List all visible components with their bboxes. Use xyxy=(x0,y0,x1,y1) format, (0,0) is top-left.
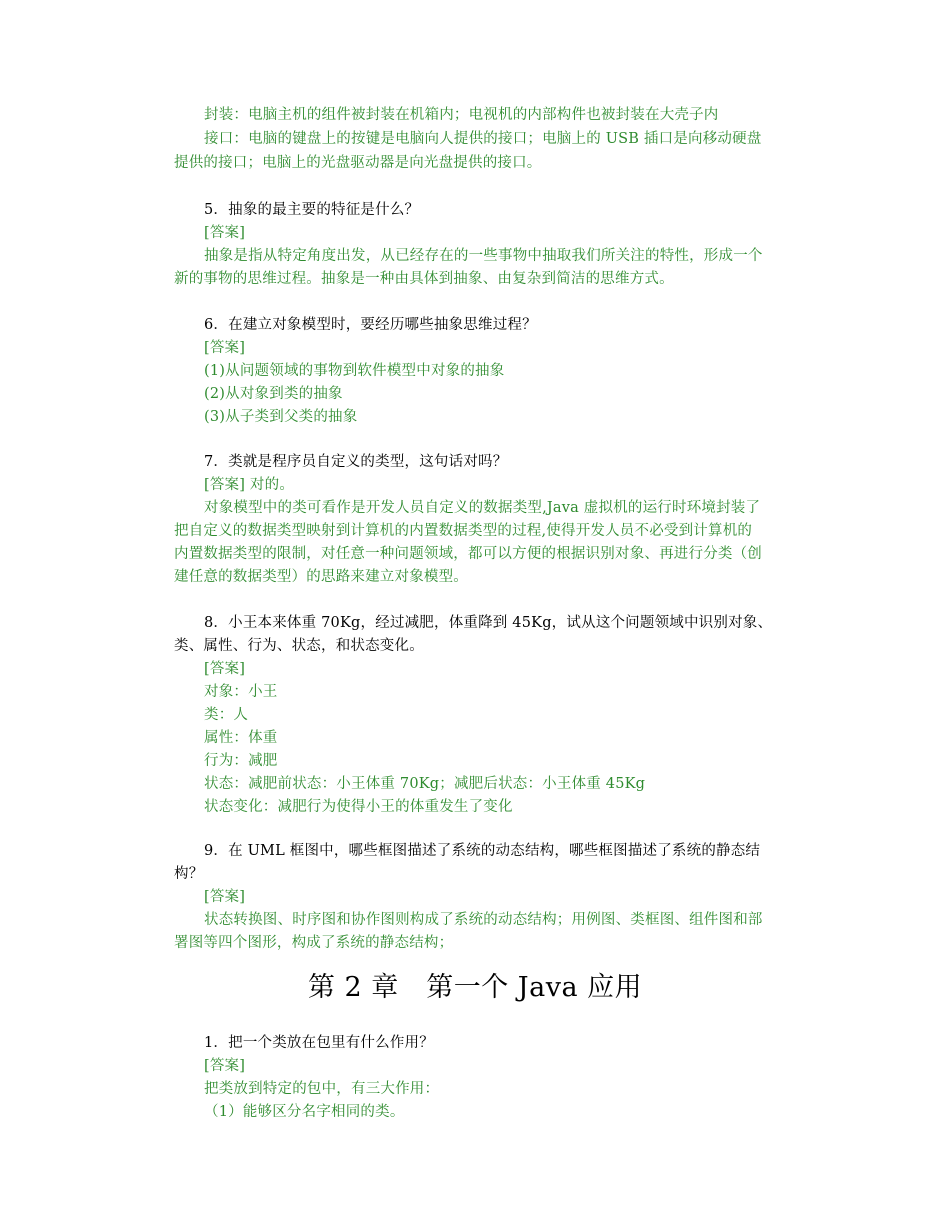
q8-answer-line-4: 行为：减肥 xyxy=(204,753,278,769)
q6-answer-tag: [答案] xyxy=(204,340,246,356)
c2q1-answer-tag: [答案] xyxy=(204,1058,246,1074)
chapter-title: 第 2 章 第一个 Java 应用 xyxy=(307,972,643,1003)
q8-question-line-2: 类、属性、行为、状态，和状态变化。 xyxy=(174,638,424,654)
q8-answer-line-6: 状态变化：减肥行为使得小王的体重发生了变化 xyxy=(204,799,513,815)
q7-answer-line-4: 建任意的数据类型）的思路来建立对象模型。 xyxy=(174,569,468,585)
q9-answer-line-2: 署图等四个图形，构成了系统的静态结构； xyxy=(174,935,454,951)
q9-question-line-1: 9．在 UML 框图中，哪些框图描述了系统的动态结构，哪些框图描述了系统的静态结 xyxy=(204,843,761,859)
q5-answer-line-1: 抽象是指从特定角度出发，从已经存在的一些事物中抽取我们所关注的特性，形成一个 xyxy=(204,248,763,264)
q9-answer-line-1: 状态转换图、时序图和协作图则构成了系统的动态结构；用例图、类框图、组件图和部 xyxy=(204,912,763,928)
q6-question: 6．在建立对象模型时，要经历哪些抽象思维过程？ xyxy=(204,317,537,333)
c2q1-question: 1．把一个类放在包里有什么作用？ xyxy=(204,1035,434,1051)
q9-answer-tag: [答案] xyxy=(204,889,246,905)
q8-answer-line-1: 对象：小王 xyxy=(204,684,278,700)
q5-question: 5．抽象的最主要的特征是什么？ xyxy=(204,202,420,218)
q8-answer-line-2: 类：人 xyxy=(204,707,249,723)
intro-line-2: 接口：电脑的键盘上的按键是电脑向人提供的接口；电脑上的 USB 插口是向移动硬盘 xyxy=(204,131,762,147)
q9-question-line-2: 构？ xyxy=(174,866,204,882)
q6-answer-line-3: (3)从子类到父类的抽象 xyxy=(204,409,358,425)
q8-answer-line-3: 属性：体重 xyxy=(204,730,278,746)
q8-answer-line-5: 状态：减肥前状态：小王体重 70Kg；减肥后状态：小王体重 45Kg xyxy=(204,776,646,792)
intro-line-1: 封装：电脑主机的组件被封装在机箱内；电视机的内部构件也被封装在大壳子内 xyxy=(204,107,719,123)
c2q1-answer-line-1: 把类放到特定的包中，有三大作用： xyxy=(204,1081,440,1097)
intro-line-3: 提供的接口；电脑上的光盘驱动器是向光盘提供的接口。 xyxy=(174,155,542,171)
q5-answer-line-2: 新的事物的思维过程。抽象是一种由具体到抽象、由复杂到简洁的思维方式。 xyxy=(174,271,674,287)
q6-answer-line-1: (1)从问题领域的事物到软件模型中对象的抽象 xyxy=(204,363,505,379)
q7-answer-tag: [答案] 对的。 xyxy=(204,477,295,493)
q7-answer-line-2: 把自定义的数据类型映射到计算机的内置数据类型的过程,使得开发人员不必受到计算机的 xyxy=(174,523,753,539)
q6-answer-line-2: (2)从对象到类的抽象 xyxy=(204,386,343,402)
q7-question: 7．类就是程序员自定义的类型，这句话对吗？ xyxy=(204,454,508,470)
q7-answer-line-1: 对象模型中的类可看作是开发人员自定义的数据类型,Java 虚拟机的运行时环境封装了 xyxy=(204,500,761,516)
q7-answer-line-3: 内置数据类型的限制，对任意一种问题领域，都可以方便的根据识别对象、再进行分类（创 xyxy=(174,546,762,562)
q5-answer-tag: [答案] xyxy=(204,225,246,241)
q8-answer-tag: [答案] xyxy=(204,661,246,677)
q8-question-line-1: 8．小王本来体重 70Kg，经过减肥，体重降到 45Kg，试从这个问题领域中识别对象、 xyxy=(204,615,773,631)
c2q1-answer-line-2: （1）能够区分名字相同的类。 xyxy=(204,1104,405,1120)
